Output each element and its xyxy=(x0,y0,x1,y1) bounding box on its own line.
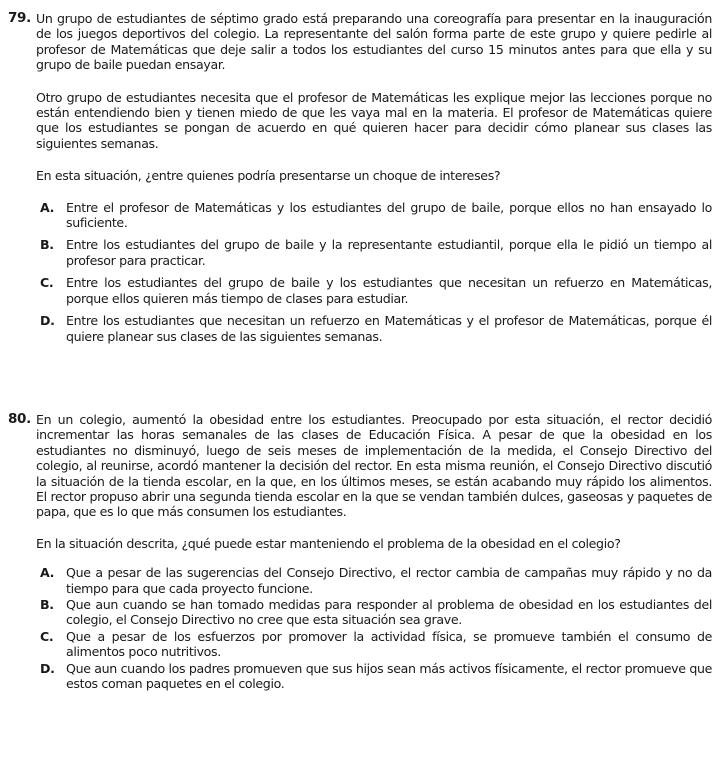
option-letter: D. xyxy=(40,660,55,676)
option-c[interactable] xyxy=(40,275,712,306)
option-text: Entre los estudiantes del grupo de baile y los estudiantes que necesitan un refuerzo en Matemáticas, porque ellos quieren más tiempo de clases para estudiar. xyxy=(66,275,712,306)
option-text: Que a pesar de las sugerencias del Consejo Directivo, el rector cambia de campañas muy rápido y no da tiempo para que cada proyecto funcione. xyxy=(66,565,712,596)
option-d[interactable] xyxy=(40,661,712,692)
option-text: Entre el profesor de Matemáticas y los estudiantes del grupo de baile, porque ellos no han ensayado lo suficiente. xyxy=(66,199,712,231)
option-letter: A. xyxy=(40,199,55,215)
option-b[interactable] xyxy=(40,237,712,268)
question-body xyxy=(36,412,712,692)
option-a[interactable] xyxy=(40,565,712,596)
question-prompt: En la situación descrita, ¿qué puede estar manteniendo el problema de la obesidad en el colegio? xyxy=(36,535,621,551)
option-text: Que a pesar de los esfuerzos por promover la actividad física, se promueve también el consumo de alimentos poco nutritivos. xyxy=(66,628,712,660)
answer-options xyxy=(36,565,712,691)
option-d[interactable] xyxy=(40,313,712,344)
question-paragraph: Otro grupo de estudiantes necesita que el profesor de Matemáticas les explique mejor las lecciones porque no están entendiendo bien y tienen miedo de que les vaya mal en la materia. El profesor de Matemáticas quiere que los estudiantes se pongan de acuerdo en qué quieren hacer para decidir cómo planear sus clases las siguientes semanas. xyxy=(36,89,712,151)
question-body xyxy=(36,11,712,344)
option-letter: A. xyxy=(40,565,55,581)
option-letter: D. xyxy=(40,313,55,329)
answer-options xyxy=(36,200,712,344)
question-number: 80. xyxy=(8,411,31,427)
option-letter: C. xyxy=(40,275,54,291)
question-79 xyxy=(8,11,712,344)
question-paragraph: Un grupo de estudiantes de séptimo grado está preparando una coreografía para presentar en la inauguración de los juegos deportivos del colegio. La representante del salón forma parte de este grupo y quiere pedirle al profesor de Matemáticas que deje salir a todos los estudiantes del curso 15 minutos antes para que ella y su grupo de baile puedan ensayar. xyxy=(36,11,712,73)
option-text: Que aun cuando se han tomado medidas para responder al problema de obesidad en los estudiantes del colegio, el Consejo Directivo no cree que esta situación sea grave. xyxy=(66,597,712,628)
option-text: Entre los estudiantes que necesitan un refuerzo en Matemáticas y el profesor de Matemáticas, porque él quiere planear sus clases de las siguientes semanas. xyxy=(66,313,712,344)
option-text: Entre los estudiantes del grupo de baile y la representante estudiantil, porque ella le pidió un tiempo al profesor para practicar. xyxy=(66,237,712,268)
option-text: Que aun cuando los padres promueven que sus hijos sean más activos físicamente, el rector promueve que estos coman paquetes en el colegio. xyxy=(66,660,712,692)
option-letter: B. xyxy=(40,237,54,253)
option-b[interactable] xyxy=(40,597,712,628)
option-a[interactable] xyxy=(40,200,712,231)
question-paragraph: En un colegio, aumentó la obesidad entre los estudiantes. Preocupado por esta situación, el rector decidió incrementar las horas semanales de las clases de Educación Física. A pesar de que la obesidad en los estudiantes no disminuyó, luego de seis meses de implementación de la medida, el Consejo Directivo del colegio, al reunirse, acordó mantener la decisión del rector. En esta misma reunión, el Consejo Directivo discutió la situación de la tienda escolar, en la que, en los últimos meses, se están acabando muy rápido los alimentos. El rector propuso abrir una segunda tienda escolar en la que se vendan también dulces, gaseosas y paquetes de papa, que es lo que más consumen los estudiantes. xyxy=(36,412,712,520)
question-prompt: En esta situación, ¿entre quienes podría presentarse un choque de intereses? xyxy=(36,168,501,184)
option-letter: C. xyxy=(40,628,54,644)
question-number: 79. xyxy=(8,10,31,26)
question-80 xyxy=(8,412,712,692)
option-c[interactable] xyxy=(40,629,712,660)
option-letter: B. xyxy=(40,597,54,613)
